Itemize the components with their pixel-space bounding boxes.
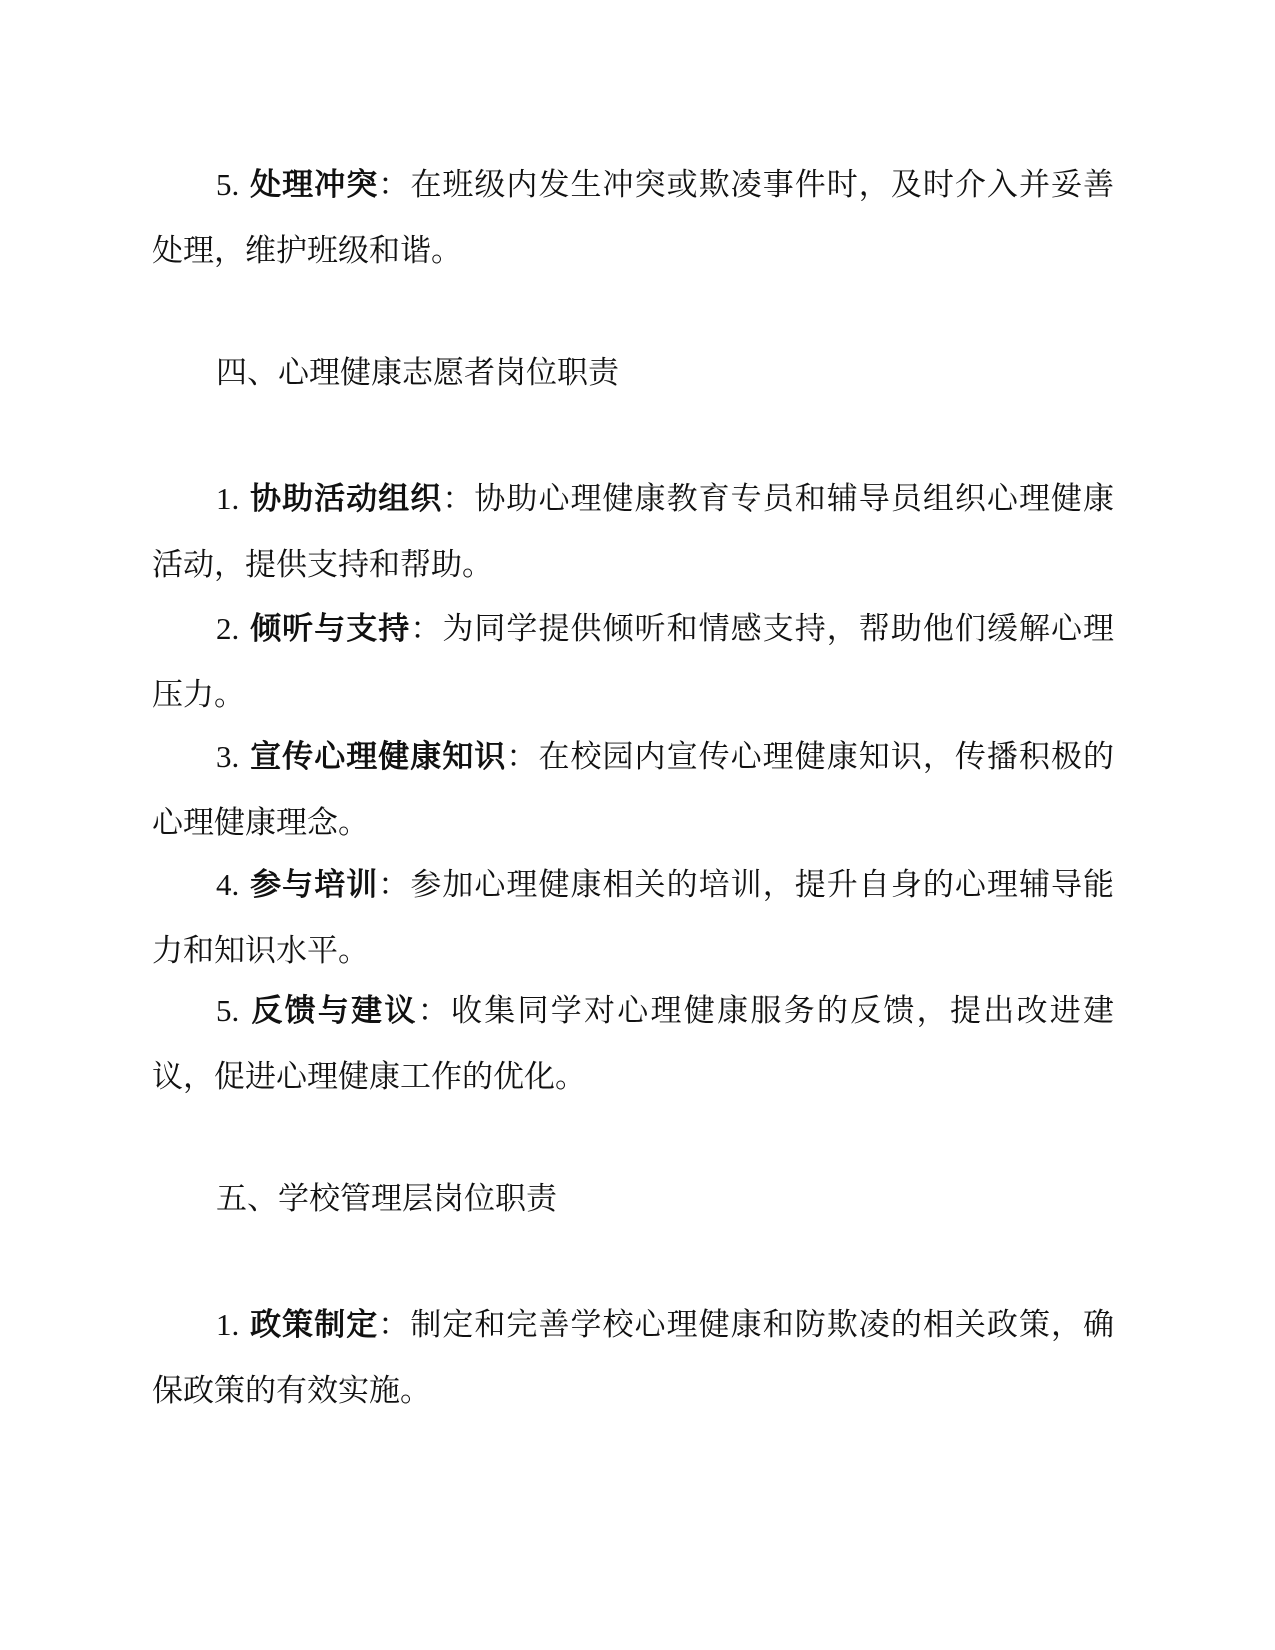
item-term: 反馈与建议 [251, 993, 418, 1029]
item-term: 协助活动组织 [250, 481, 443, 517]
item-assist-activities [152, 466, 1114, 598]
item-number: 2. [216, 611, 240, 646]
item-policy-making [152, 1292, 1114, 1424]
item-text: 制定和完善学校心理健康和防欺凌的相关政策，确保政策的有效实施。 [152, 1307, 1115, 1409]
section-heading-management: 五、学校管理层岗位职责 [216, 1181, 557, 1217]
item-text: 在校园内宣传心理健康知识，传播积极的心理健康理念。 [152, 739, 1115, 841]
item-text: 在班级内发生冲突或欺凌事件时，及时介入并妥善处理，维护班级和谐。 [152, 167, 1115, 269]
item-colon: ： [442, 481, 475, 517]
item-colon: ： [417, 993, 451, 1029]
item-term: 处理冲突 [250, 167, 379, 203]
item-text: 为同学提供倾听和情感支持，帮助他们缓解心理压力。 [152, 611, 1115, 713]
item-number: 5. [216, 993, 240, 1028]
item-training [152, 852, 1114, 984]
item-colon: ： [378, 1307, 411, 1343]
item-number: 3. [216, 739, 240, 774]
item-listen-support [152, 596, 1114, 728]
item-text: 协助心理健康教育专员和辅导员组织心理健康活动，提供支持和帮助。 [152, 481, 1115, 583]
item-colon: ： [378, 167, 411, 203]
item-number: 1. [216, 481, 240, 516]
item-term: 政策制定 [250, 1307, 379, 1343]
item-colon: ： [506, 739, 539, 775]
item-handle-conflict [152, 152, 1114, 284]
item-term: 倾听与支持 [250, 611, 411, 647]
item-colon: ： [410, 611, 443, 647]
item-number: 1. [216, 1307, 240, 1342]
item-number: 5. [216, 167, 240, 202]
section-heading-volunteer: 四、心理健康志愿者岗位职责 [216, 355, 619, 391]
item-promote-knowledge [152, 724, 1114, 856]
item-number: 4. [216, 867, 240, 902]
item-colon: ： [378, 867, 411, 903]
item-feedback [152, 978, 1114, 1110]
item-term: 参与培训 [250, 867, 379, 903]
item-text: 参加心理健康相关的培训，提升自身的心理辅导能力和知识水平。 [152, 867, 1115, 969]
item-term: 宣传心理健康知识 [250, 739, 507, 775]
item-text: 收集同学对心理健康服务的反馈，提出改进建议，促进心理健康工作的优化。 [152, 993, 1115, 1095]
